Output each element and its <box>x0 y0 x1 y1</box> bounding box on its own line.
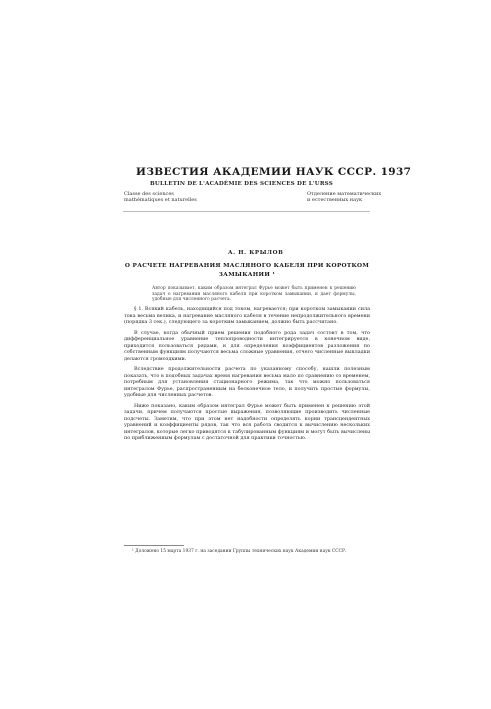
journal-title: ИЗВЕСТИЯ АКАДЕМИИ НАУК СССР. 1937 <box>136 166 412 178</box>
body-paragraph: Ниже показано, каким образом интеграл Фурье может быть применен к решению этой задачи, причем получаются простые выражения, позволяющие производить численные подсчеты. Заметим, что при этом нет надобности определять корни трансцендентных уравнений и коэффициенты рядов, так что вся работа сводится к вычислению нескольких интегралов, которые легко приводятся к табулированным функциям и могут быть вычислены по приближенным формулам с достаточной для практики точностью. <box>124 402 370 441</box>
body-paragraph: Вследствие продолжительности расчета по указанному способу, нашли полезным показать, что в подобных задачах время нагревания весьма мало по сравнению со временем, потребным для установления стационарного режима, так что можно пользоваться интегралом Фурье, распространенным на бесконечное тело, и получить простые формулы, удобные для численных расчетов. <box>124 366 370 398</box>
classe-left <box>124 191 197 204</box>
article-body <box>124 306 370 446</box>
classe-right <box>307 191 381 204</box>
classe-right-line: и естественных наук <box>307 197 363 204</box>
article-title: О РАСЧЕТЕ НАГРЕВАНИЯ МАСЛЯНОГО КАБЕЛЯ ПРИ КОРОТКОМ ЗАМЫКАНИИ ¹ <box>124 263 370 278</box>
article-author: А. Н. КРЫЛОВ <box>228 250 284 256</box>
body-paragraph: § 1. Всякий кабель, находящийся под током, нагревается; при коротком замыкании сила тока весьма велика, и нагревание масляного кабеля в течение непродолжительного времени (порядка 3 сек.), следующего за коротким замыканием, должно быть рассчитано. <box>124 306 370 325</box>
header-rule <box>123 211 370 212</box>
footnote-rule <box>124 545 184 546</box>
classe-right-line: Отделение математических <box>307 191 382 197</box>
journal-subtitle: BULLETIN DE L'ACADÉMIE DES SCIENCES DE L'URSS <box>150 181 334 187</box>
body-paragraph: В случае, когда обычный прием решения подобного рода задач состоит в том, что дифференциальное уравнение теплопроводности интегрируется в конечном виде, приходится пользоваться рядами, и для определения коэффициентов разложения по собственным функциям получаются весьма сложные уравнения, отчего численные выкладки делаются громоздкими. <box>124 329 370 362</box>
footnote: ¹ Доложено 15 марта 1937 г. на заседании Группы технических наук Академии наук СССР. <box>132 549 347 554</box>
article-abstract: Автор показывает, каким образом интеграл Фурье может быть применен к решению задач о нагревании масляного кабеля при коротком замыкании, и дает формулы, удобные для численного расчета. <box>152 286 356 303</box>
classe-left-line: mathématiques et naturelles <box>124 197 197 204</box>
classe-left-line: Classe des sciences <box>124 191 174 197</box>
